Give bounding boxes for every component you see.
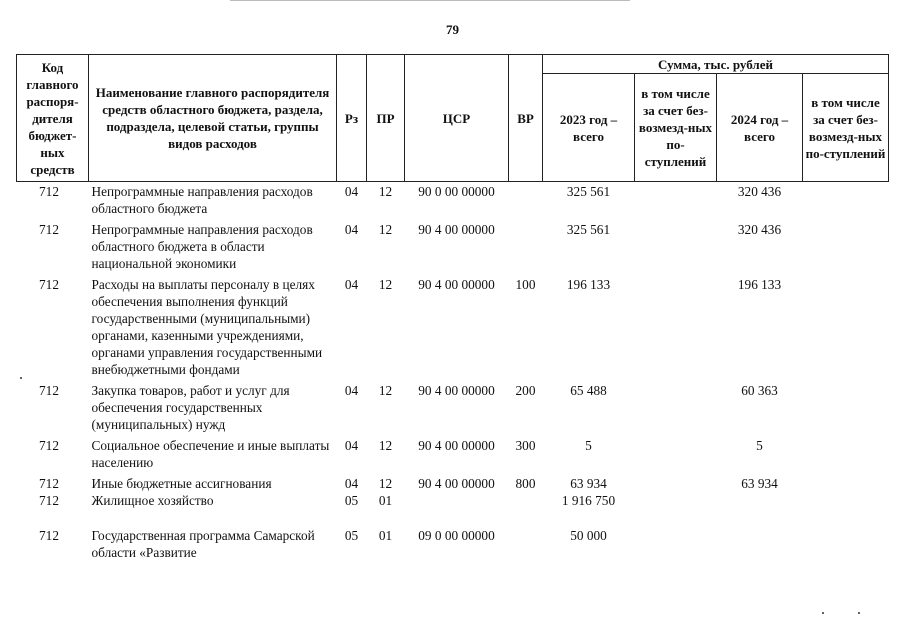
row-vr <box>509 492 543 509</box>
table-row <box>17 433 889 471</box>
row-2023-total: 196 133 <box>566 277 611 292</box>
row-name: Закупка товаров, работ и услуг для обеспечения государственных (муниципальных) нужд <box>91 383 290 432</box>
row-2023-total: 65 488 <box>570 383 607 398</box>
row-2024-free <box>803 433 889 471</box>
row-csr: 90 0 00 00000 <box>418 184 495 199</box>
row-2024-free <box>803 378 889 433</box>
header-2023-total: 2023 год – всего <box>543 74 635 182</box>
row-rz: 04 <box>344 184 359 199</box>
row-pr: 01 <box>378 528 393 543</box>
row-name: Иные бюджетные ассигнования <box>91 476 272 491</box>
header-sum: Сумма, тыс. рублей <box>543 55 889 74</box>
row-rz: 04 <box>344 277 359 292</box>
row-code: 712 <box>39 277 59 292</box>
scan-speck <box>20 377 22 379</box>
table-row <box>17 471 889 492</box>
row-code: 712 <box>39 184 59 199</box>
row-code: 712 <box>39 476 59 491</box>
row-2024-total <box>717 509 803 561</box>
header-2024-total: 2024 год – всего <box>717 74 803 182</box>
row-code: 712 <box>39 493 59 508</box>
row-vr <box>509 182 543 218</box>
row-2023-free <box>635 509 717 561</box>
row-2024-free <box>803 471 889 492</box>
header-rz: Рз <box>337 55 367 182</box>
row-csr <box>405 492 509 509</box>
table-row <box>17 217 889 272</box>
row-vr: 800 <box>515 476 536 491</box>
row-2023-free <box>635 378 717 433</box>
row-2023-free <box>635 492 717 509</box>
header-code: Код главного распоря-дителя бюджет-ных средств <box>17 55 89 182</box>
row-2023-free <box>635 182 717 218</box>
row-2024-total: 60 363 <box>741 383 778 398</box>
row-2023-total: 50 000 <box>570 528 607 543</box>
row-csr: 09 0 00 00000 <box>418 528 495 543</box>
row-vr: 200 <box>515 383 536 398</box>
row-2023-free <box>635 217 717 272</box>
row-pr: 12 <box>378 476 393 491</box>
row-rz: 04 <box>344 383 359 398</box>
row-2023-total: 1 916 750 <box>561 493 616 508</box>
header-vr: ВР <box>509 55 543 182</box>
row-2024-free <box>803 217 889 272</box>
row-csr: 90 4 00 00000 <box>418 383 495 398</box>
row-pr: 01 <box>378 493 393 508</box>
row-2024-free <box>803 182 889 218</box>
row-2024-total: 320 436 <box>737 222 782 237</box>
row-pr: 12 <box>378 277 393 292</box>
row-name: Расходы на выплаты персоналу в целях обеспечения выполнения функций государственными (муниципальными) органами, казенными учреждениями, органами управления государственными внебюджетными фондами <box>91 277 323 377</box>
row-2024-total: 196 133 <box>737 277 782 292</box>
row-name: Непрограммные направления расходов областного бюджета в области национальной экономики <box>91 222 313 271</box>
row-2024-total: 5 <box>756 438 763 453</box>
row-2023-free <box>635 471 717 492</box>
table-row <box>17 492 889 509</box>
row-code: 712 <box>39 438 59 453</box>
row-name: Государственная программа Самарской области «Развитие <box>91 528 315 560</box>
row-2024-total: 320 436 <box>737 184 782 199</box>
row-name: Непрограммные направления расходов областного бюджета <box>91 184 313 216</box>
row-csr: 90 4 00 00000 <box>418 476 495 491</box>
table-row <box>17 272 889 378</box>
row-rz: 04 <box>344 222 359 237</box>
row-code: 712 <box>39 222 59 237</box>
table-row <box>17 378 889 433</box>
page-number: 79 <box>446 22 459 37</box>
budget-table <box>16 54 889 561</box>
row-2023-total: 325 561 <box>566 184 611 199</box>
scan-speck <box>822 612 824 614</box>
row-2023-total: 5 <box>585 438 592 453</box>
scan-speck <box>858 612 860 614</box>
row-2023-total: 325 561 <box>566 222 611 237</box>
row-vr: 100 <box>515 277 536 292</box>
row-pr: 12 <box>378 222 393 237</box>
row-csr: 90 4 00 00000 <box>418 222 495 237</box>
row-code: 712 <box>39 528 59 543</box>
row-pr: 12 <box>378 184 393 199</box>
table-row <box>17 509 889 561</box>
row-2024-free <box>803 272 889 378</box>
row-2023-total: 63 934 <box>570 476 607 491</box>
row-vr: 300 <box>515 438 536 453</box>
header-csr: ЦСР <box>405 55 509 182</box>
row-rz: 05 <box>344 528 359 543</box>
row-2024-total <box>717 492 803 509</box>
row-2023-free <box>635 433 717 471</box>
row-pr: 12 <box>378 383 393 398</box>
row-name: Социальное обеспечение и иные выплаты населению <box>91 438 330 470</box>
row-rz: 05 <box>344 493 359 508</box>
row-2024-total: 63 934 <box>741 476 778 491</box>
row-rz: 04 <box>344 476 359 491</box>
header-name: Наименование главного распорядителя средств областного бюджета, раздела, подраздела, целевой статьи, группы видов расходов <box>89 55 337 182</box>
row-vr <box>509 217 543 272</box>
row-rz: 04 <box>344 438 359 453</box>
row-name: Жилищное хозяйство <box>91 493 214 508</box>
row-csr: 90 4 00 00000 <box>418 438 495 453</box>
header-2023-free: в том числе за счет без-возмезд-ных по-ступлений <box>635 74 717 182</box>
header-pr: ПР <box>367 55 405 182</box>
row-pr: 12 <box>378 438 393 453</box>
header-2024-free: в том числе за счет без-возмезд-ных по-ступлений <box>803 74 889 182</box>
row-2023-free <box>635 272 717 378</box>
row-2024-free <box>803 509 889 561</box>
row-code: 712 <box>39 383 59 398</box>
scan-top-edge <box>230 0 630 1</box>
row-vr <box>509 509 543 561</box>
table-row <box>17 182 889 218</box>
row-csr: 90 4 00 00000 <box>418 277 495 292</box>
row-2024-free <box>803 492 889 509</box>
